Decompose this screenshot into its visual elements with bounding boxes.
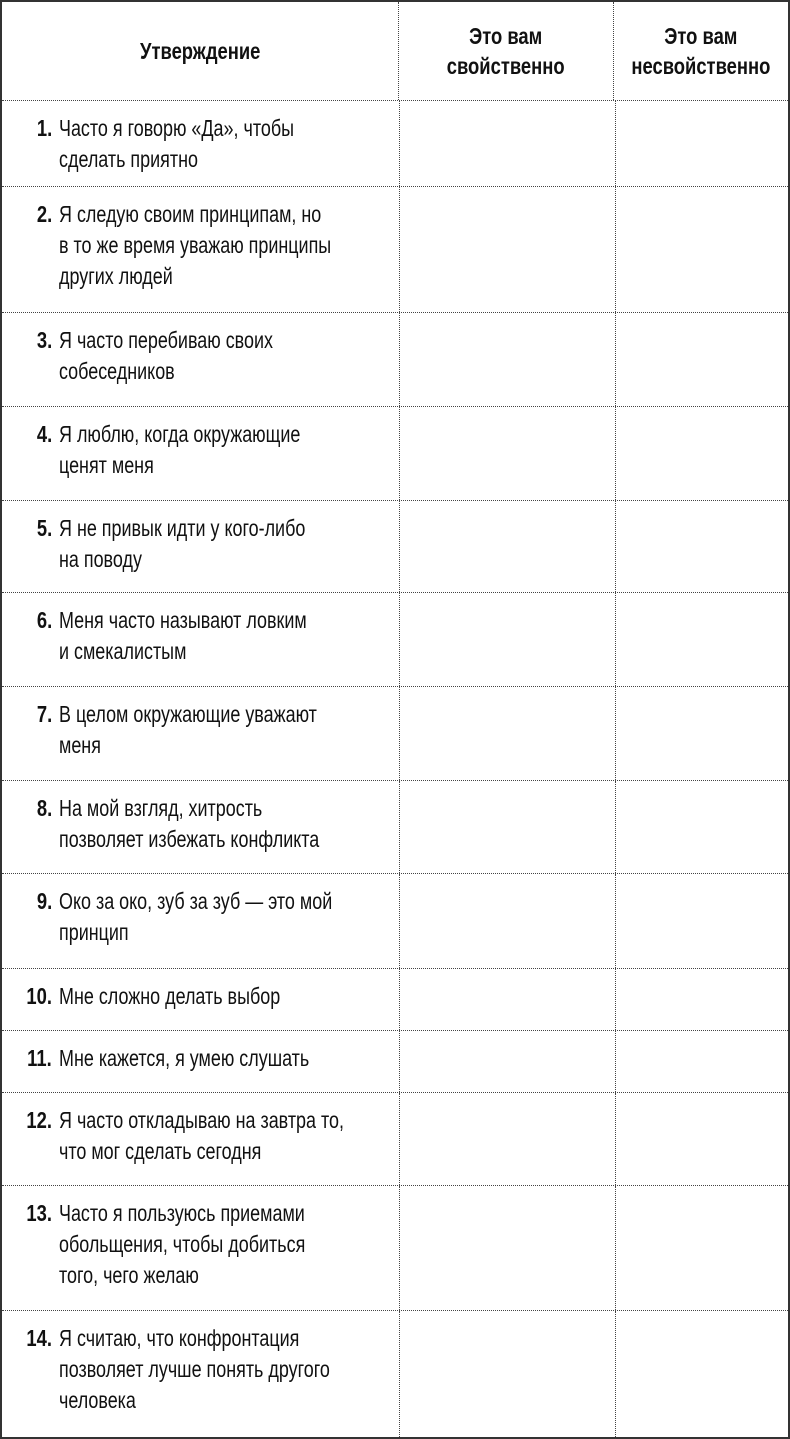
statement-number-text: 9. [36,888,52,914]
table-row [2,968,788,1030]
statement-cell [2,101,400,186]
table-row [2,873,788,968]
header-atypical [614,2,788,100]
table-header [2,2,788,100]
statement-cell [2,969,400,1030]
statement-number-text: 10. [26,983,52,1009]
table-row [2,406,788,500]
atypical-answer-cell[interactable] [616,407,788,500]
statement-number [2,1323,52,1353]
statement-number-text: 1. [36,115,52,141]
table-row [2,1030,788,1092]
typical-answer-cell[interactable] [400,501,616,592]
statement-cell [2,501,400,592]
statement-number [2,113,52,143]
statement-number [2,199,52,229]
typical-answer-cell[interactable] [400,874,616,968]
atypical-answer-cell[interactable] [616,1186,788,1310]
statement-number-text: 3. [36,327,52,353]
table-row [2,592,788,686]
statement-number-text: 8. [36,795,52,821]
atypical-answer-cell[interactable] [616,501,788,592]
typical-answer-cell[interactable] [400,687,616,780]
atypical-answer-cell[interactable] [616,313,788,406]
table-row [2,186,788,312]
statement-text: Я часто перебиваю своих собеседников [59,327,273,384]
typical-answer-cell[interactable] [400,407,616,500]
typical-answer-cell[interactable] [400,187,616,312]
statement-cell [2,187,400,312]
statement-number [2,981,52,1011]
statement-text: Я следую своим принципам, но в то же время уважаю принципы других людей [59,201,332,289]
statement-cell [2,874,400,968]
table-row [2,312,788,406]
typical-answer-cell[interactable] [400,1031,616,1092]
statement-text: Я люблю, когда окружающие ценят меня [59,421,301,478]
typical-answer-cell[interactable] [400,781,616,873]
statement-text: На мой взгляд, хитрость позволяет избежать конфликта [59,795,320,852]
statement-cell [2,407,400,500]
statement-number [2,325,52,355]
table-row [2,100,788,186]
typical-answer-cell[interactable] [400,969,616,1030]
statement-text: Меня часто называют ловким и смекалистым [59,607,307,664]
statement-number-text: 2. [36,201,52,227]
atypical-answer-cell[interactable] [616,187,788,312]
table-row [2,1092,788,1185]
atypical-answer-cell[interactable] [616,1031,788,1092]
statement-text: Око за око, зуб за зуб — это мой принцип [59,888,333,945]
table-row [2,1185,788,1310]
atypical-answer-cell[interactable] [616,874,788,968]
statement-number [2,793,52,823]
typical-answer-cell[interactable] [400,1311,616,1437]
statement-number [2,1043,52,1073]
statement-text: Мне кажется, я умею слушать [59,1045,310,1071]
statement-text: Я часто откладываю на завтра то, что мог сделать сегодня [59,1107,344,1164]
statement-cell [2,1031,400,1092]
statement-cell [2,781,400,873]
statement-number [2,1198,52,1228]
statement-cell [2,1186,400,1310]
statement-text: Я считаю, что конфронтация позволяет лучше понять другого человека [59,1325,330,1413]
header-statement [2,2,399,100]
atypical-answer-cell[interactable] [616,1093,788,1185]
statement-cell [2,1311,400,1437]
typical-answer-cell[interactable] [400,1186,616,1310]
statement-number [2,886,52,916]
statement-cell [2,1093,400,1185]
statement-number-text: 7. [36,701,52,727]
typical-answer-cell[interactable] [400,1093,616,1185]
statement-number-text: 6. [36,607,52,633]
statement-text: Мне сложно делать выбор [59,983,281,1009]
atypical-answer-cell[interactable] [616,781,788,873]
statement-text: Я не привык идти у кого-либо на поводу [59,515,306,572]
table-body [2,100,788,1437]
table-row [2,686,788,780]
table-row [2,780,788,873]
statement-text: Часто я пользуюсь приемами обольщения, чтобы добиться того, чего желаю [59,1200,306,1288]
statement-number [2,699,52,729]
statement-number [2,605,52,635]
statement-number [2,1105,52,1135]
typical-answer-cell[interactable] [400,313,616,406]
statement-number-text: 4. [36,421,52,447]
statement-cell [2,593,400,686]
atypical-answer-cell[interactable] [616,593,788,686]
statement-text: Часто я говорю «Да», чтобы сделать приятно [59,115,294,172]
typical-answer-cell[interactable] [400,593,616,686]
statement-number-text: 5. [36,515,52,541]
statement-number-text: 14. [26,1325,52,1351]
statement-number-text: 12. [26,1107,52,1133]
statement-cell [2,313,400,406]
table-row [2,500,788,592]
statement-number [2,419,52,449]
header-atypical-label: Это вам несвойственно [631,23,771,79]
statement-number-text: 13. [26,1200,52,1226]
typical-answer-cell[interactable] [400,101,616,186]
header-typical [399,2,614,100]
atypical-answer-cell[interactable] [616,687,788,780]
atypical-answer-cell[interactable] [616,969,788,1030]
atypical-answer-cell[interactable] [616,101,788,186]
header-statement-label: Утверждение [139,38,261,64]
atypical-answer-cell[interactable] [616,1311,788,1437]
statement-number-text: 11. [27,1045,52,1071]
table-row [2,1310,788,1437]
statement-text: В целом окружающие уважают меня [59,701,317,758]
statement-cell [2,687,400,780]
statement-number [2,513,52,543]
header-typical-label: Это вам свойственно [447,23,566,79]
